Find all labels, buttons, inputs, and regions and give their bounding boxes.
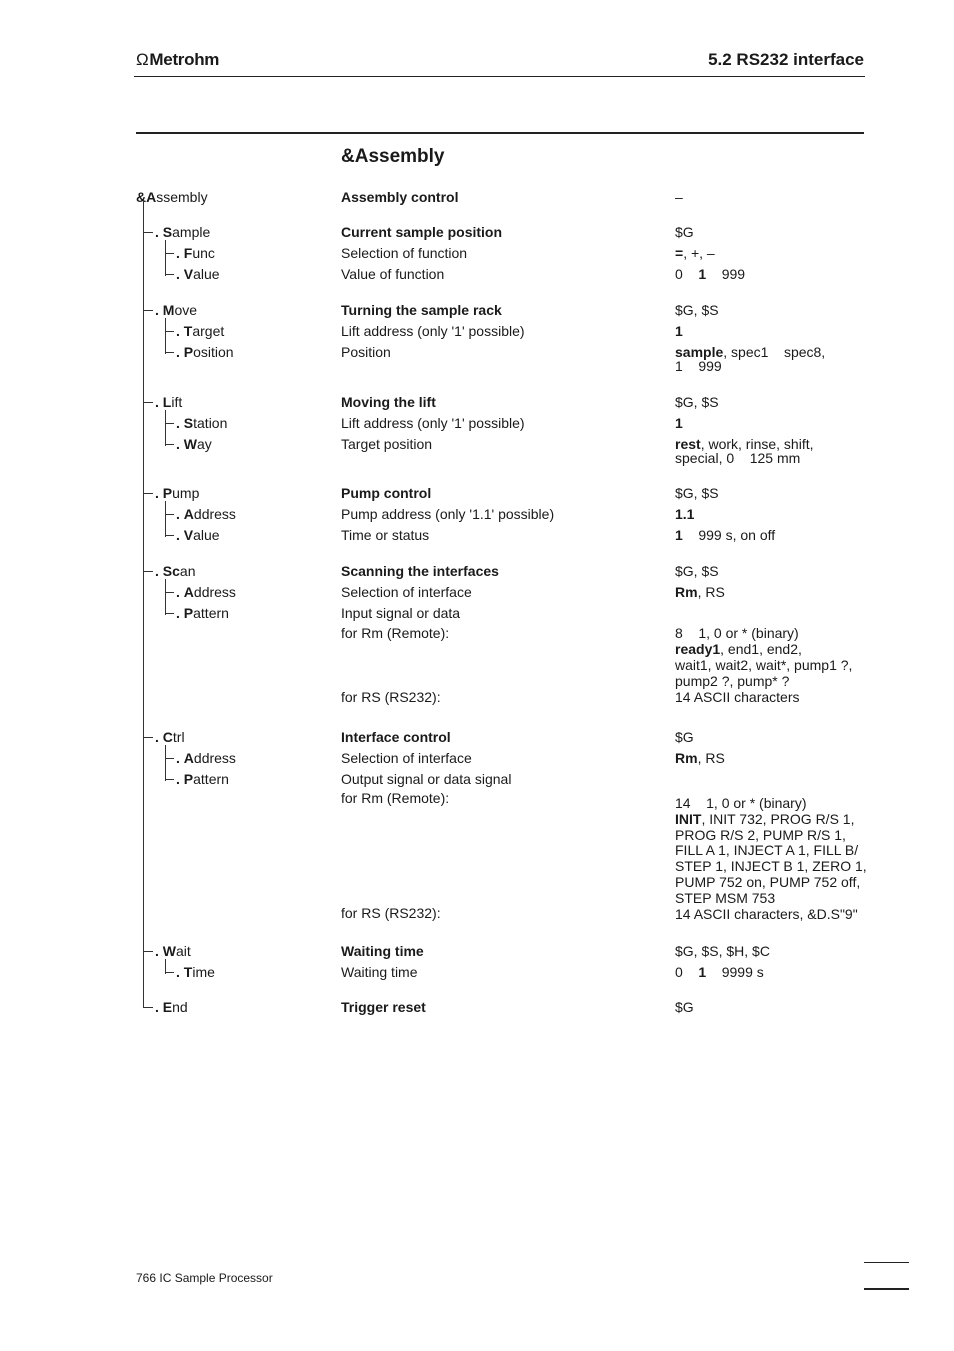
tree-item xyxy=(176,584,236,600)
section-title: 5.2 RS232 interface xyxy=(708,50,864,69)
tree-dot: . xyxy=(155,224,163,240)
tree-tick xyxy=(143,402,153,403)
tree-item-rest: alue xyxy=(193,266,220,282)
tree-tick xyxy=(143,232,153,233)
parameter-desc: Time or status xyxy=(341,527,430,543)
tree-item-key: A xyxy=(183,750,194,766)
tree-item-rest: arget xyxy=(192,323,225,339)
command-title: Scanning the interfaces xyxy=(341,563,499,579)
tree-dot: . xyxy=(155,563,163,579)
tree-item-rest: nd xyxy=(172,999,188,1015)
tree-item xyxy=(155,999,188,1015)
tree-item-key: P xyxy=(162,485,173,501)
parameter-desc: Lift address (only '1' possible) xyxy=(341,415,525,431)
tree-dot: . xyxy=(155,729,163,745)
tree-item-rest: unc xyxy=(192,245,215,261)
ctrl-rm-line6: PUMP 752 on, PUMP 752 off, xyxy=(675,874,861,890)
tree-dot: . xyxy=(176,506,184,522)
parameter-value: $G, $S xyxy=(675,394,719,410)
tree-item xyxy=(176,605,229,621)
parameter-value: sample, spec1 spec8, xyxy=(675,344,826,360)
tree-item xyxy=(176,323,224,339)
tree-dot: . xyxy=(155,485,163,501)
tree-item-rest: ove xyxy=(174,302,198,318)
root-value: – xyxy=(675,189,683,205)
tree-item-rest: ime xyxy=(192,964,215,980)
tree-item xyxy=(176,344,234,360)
header-rule xyxy=(134,76,865,77)
tree-item-rest: osition xyxy=(193,344,234,360)
tree-item-key: A xyxy=(183,506,194,522)
scan-rs-label: for RS (RS232): xyxy=(341,689,441,705)
root-rest: ssembly xyxy=(156,189,208,205)
parameter-desc: Selection of interface xyxy=(341,750,472,766)
parameter-value: Rm, RS xyxy=(675,584,725,600)
tree-tick xyxy=(165,253,174,254)
parameter-value: =, +, – xyxy=(675,245,715,261)
tree-tick xyxy=(165,444,174,445)
tree-dot: . xyxy=(176,266,184,282)
parameter-value: rest, work, rinse, shift, xyxy=(675,436,814,452)
footer-rule-top xyxy=(864,1262,909,1263)
scan-rm-label: for Rm (Remote): xyxy=(341,625,450,641)
tree-item xyxy=(176,245,215,261)
scan-rm-line1: 8 1, 0 or * (binary) xyxy=(675,625,799,641)
tree-dot: . xyxy=(176,964,184,980)
tree-tick xyxy=(165,779,174,780)
tree-item xyxy=(155,943,191,959)
parameter-desc: Position xyxy=(341,344,391,360)
scan-rm-line2: ready1, end1, end2, xyxy=(675,641,802,657)
parameter-desc: Waiting time xyxy=(341,964,418,980)
root-key: &A xyxy=(136,189,157,205)
tree-dot: . xyxy=(155,999,163,1015)
tree-item xyxy=(176,750,236,766)
tree-item xyxy=(155,302,197,318)
page-title: &Assembly xyxy=(341,146,445,167)
tree-item-key: V xyxy=(183,527,194,543)
tree-item xyxy=(155,394,182,410)
parameter-desc: Selection of function xyxy=(341,245,468,261)
tree-item xyxy=(176,415,227,431)
tree-branch-pump xyxy=(165,501,166,537)
tree-item-rest: ddress xyxy=(193,750,236,766)
tree-item-rest: ay xyxy=(197,436,212,452)
tree-item-rest: attern xyxy=(193,771,229,787)
tree-tick xyxy=(143,310,153,311)
parameter-value: $G xyxy=(675,729,694,745)
tree-tick xyxy=(165,613,174,614)
command-title: Moving the lift xyxy=(341,394,436,410)
tree-tick xyxy=(143,951,153,952)
scan-rm-line4: pump2 ?, pump* ? xyxy=(675,673,790,689)
tree-item-key: S xyxy=(162,224,173,240)
parameter-value: $G, $S xyxy=(675,563,719,579)
tree-item xyxy=(155,563,195,579)
tree-root xyxy=(136,189,208,205)
tree-item-key: T xyxy=(183,964,193,980)
tree-item-rest: ump xyxy=(172,485,200,501)
scan-rm-line3: wait1, wait2, wait*, pump1 ?, xyxy=(675,657,853,673)
command-title: Pump control xyxy=(341,485,432,501)
tree-tick xyxy=(165,592,174,593)
parameter-value: 0 1 9999 s xyxy=(675,964,764,980)
parameter-value: 1.1 xyxy=(675,506,695,522)
tree-item-key: W xyxy=(183,436,197,452)
tree-item-key: S xyxy=(183,415,194,431)
tree-item xyxy=(176,436,212,452)
tree-item-key: Sc xyxy=(162,563,180,579)
tree-item xyxy=(176,266,220,282)
tree-item-rest: alue xyxy=(193,527,220,543)
parameter-value: $G, $S xyxy=(675,485,719,501)
tree-dot: . xyxy=(176,436,184,452)
tree-tick xyxy=(165,331,174,332)
parameter-desc: Lift address (only '1' possible) xyxy=(341,323,525,339)
tree-dot: . xyxy=(176,584,184,600)
section-rule xyxy=(136,132,864,134)
tree-item-rest: attern xyxy=(193,605,229,621)
tree-item-key: V xyxy=(183,266,194,282)
tree-dot: . xyxy=(176,771,184,787)
tree-item-key: M xyxy=(162,302,175,318)
tree-item-key: P xyxy=(183,771,194,787)
parameter-value: Rm, RS xyxy=(675,750,725,766)
tree-dot: . xyxy=(176,344,184,360)
parameter-value: 0 1 999 xyxy=(675,266,746,282)
tree-dot: . xyxy=(155,394,163,410)
tree-tick xyxy=(143,737,153,738)
tree-item-rest: ait xyxy=(176,943,191,959)
tree-item xyxy=(155,729,185,745)
tree-dot: . xyxy=(176,323,184,339)
parameter-desc: Target position xyxy=(341,436,433,452)
tree-item-key: E xyxy=(162,999,173,1015)
tree-item-rest: ample xyxy=(172,224,211,240)
tree-tick xyxy=(165,535,174,536)
tree-tick xyxy=(165,423,174,424)
ctrl-rs-value: 14 ASCII characters, &D.S"9" xyxy=(675,906,858,922)
parameter-desc: Selection of interface xyxy=(341,584,472,600)
tree-dot: . xyxy=(176,245,184,261)
parameter-value: 1 xyxy=(675,323,683,339)
parameter-value: 1 999 s, on off xyxy=(675,527,776,543)
tree-dot: . xyxy=(176,750,184,766)
tree-item-key: A xyxy=(183,584,194,600)
tree-item-rest: tation xyxy=(193,415,228,431)
tree-item-rest: trl xyxy=(172,729,185,745)
tree-branch-scan xyxy=(165,579,166,615)
brand-name: Metrohm xyxy=(149,50,220,69)
tree-dot: . xyxy=(176,527,184,543)
tree-tick xyxy=(165,972,174,973)
footer-rule-bottom xyxy=(864,1288,909,1290)
ctrl-rm-line5: STEP 1, INJECT B 1, ZERO 1, xyxy=(675,858,867,874)
parameter-desc: Output signal or data signal xyxy=(341,771,512,787)
parameter-value-cont: special, 0 125 mm xyxy=(675,450,801,466)
ctrl-rm-line2: INIT, INIT 732, PROG R/S 1, xyxy=(675,811,855,827)
tree-item xyxy=(176,506,236,522)
tree-item-key: F xyxy=(183,245,193,261)
tree-tick xyxy=(143,493,153,494)
tree-dot: . xyxy=(155,302,163,318)
tree-item xyxy=(155,485,199,501)
parameter-value: $G, $S, $H, $C xyxy=(675,943,770,959)
command-title: Current sample position xyxy=(341,224,503,240)
ctrl-rm-line4: FILL A 1, INJECT A 1, FILL B/ xyxy=(675,842,859,858)
tree-tick xyxy=(165,758,174,759)
parameter-value-cont: 1 999 xyxy=(675,358,722,374)
tree-tick xyxy=(143,571,153,572)
tree-item-key: T xyxy=(183,323,193,339)
tree-tick xyxy=(165,514,174,515)
tree-branch-sample xyxy=(165,240,166,276)
tree-item-key: P xyxy=(183,605,194,621)
ctrl-rm-line1: 14 1, 0 or * (binary) xyxy=(675,795,807,811)
tree-item-key: W xyxy=(162,943,176,959)
tree-item-rest: an xyxy=(179,563,196,579)
tree-item xyxy=(176,771,229,787)
tree-item-rest: ddress xyxy=(193,506,236,522)
tree-tick xyxy=(143,1007,153,1008)
tree-item-key: L xyxy=(162,394,172,410)
command-title: Turning the sample rack xyxy=(341,302,502,318)
scan-rs-value: 14 ASCII characters xyxy=(675,689,800,705)
tree-tick xyxy=(165,274,174,275)
command-title: Interface control xyxy=(341,729,451,745)
tree-item xyxy=(176,527,220,543)
parameter-desc: Pump address (only '1.1' possible) xyxy=(341,506,555,522)
tree-dot: . xyxy=(176,605,184,621)
command-title: Waiting time xyxy=(341,943,424,959)
tree-item-key: P xyxy=(183,344,194,360)
tree-item-rest: ift xyxy=(171,394,183,410)
tree-item-rest: ddress xyxy=(193,584,236,600)
tree-item-key: C xyxy=(162,729,173,745)
tree-tick xyxy=(165,352,174,353)
ctrl-rm-line3: PROG R/S 2, PUMP R/S 1, xyxy=(675,827,846,843)
omega-logo-icon: Ω xyxy=(136,50,149,69)
root-desc: Assembly control xyxy=(341,189,459,205)
tree-branch-lift xyxy=(165,410,166,446)
command-title: Trigger reset xyxy=(341,999,426,1015)
tree-branch-move xyxy=(165,318,166,354)
parameter-value: 1 xyxy=(675,415,683,431)
parameter-value: $G, $S xyxy=(675,302,719,318)
tree-trunk xyxy=(143,200,144,1008)
brand-logo xyxy=(136,50,219,70)
parameter-desc: Value of function xyxy=(341,266,445,282)
footer-product: 766 IC Sample Processor xyxy=(136,1271,273,1285)
parameter-value: $G xyxy=(675,999,694,1015)
tree-branch-ctrl xyxy=(165,745,166,781)
tree-item xyxy=(155,224,210,240)
parameter-desc: Input signal or data xyxy=(341,605,461,621)
tree-dot: . xyxy=(176,415,184,431)
ctrl-rs-label: for RS (RS232): xyxy=(341,905,441,921)
tree-item xyxy=(176,964,215,980)
parameter-value: $G xyxy=(675,224,694,240)
ctrl-rm-label: for Rm (Remote): xyxy=(341,790,450,806)
tree-dot: . xyxy=(155,943,163,959)
ctrl-rm-line7: STEP MSM 753 xyxy=(675,890,776,906)
